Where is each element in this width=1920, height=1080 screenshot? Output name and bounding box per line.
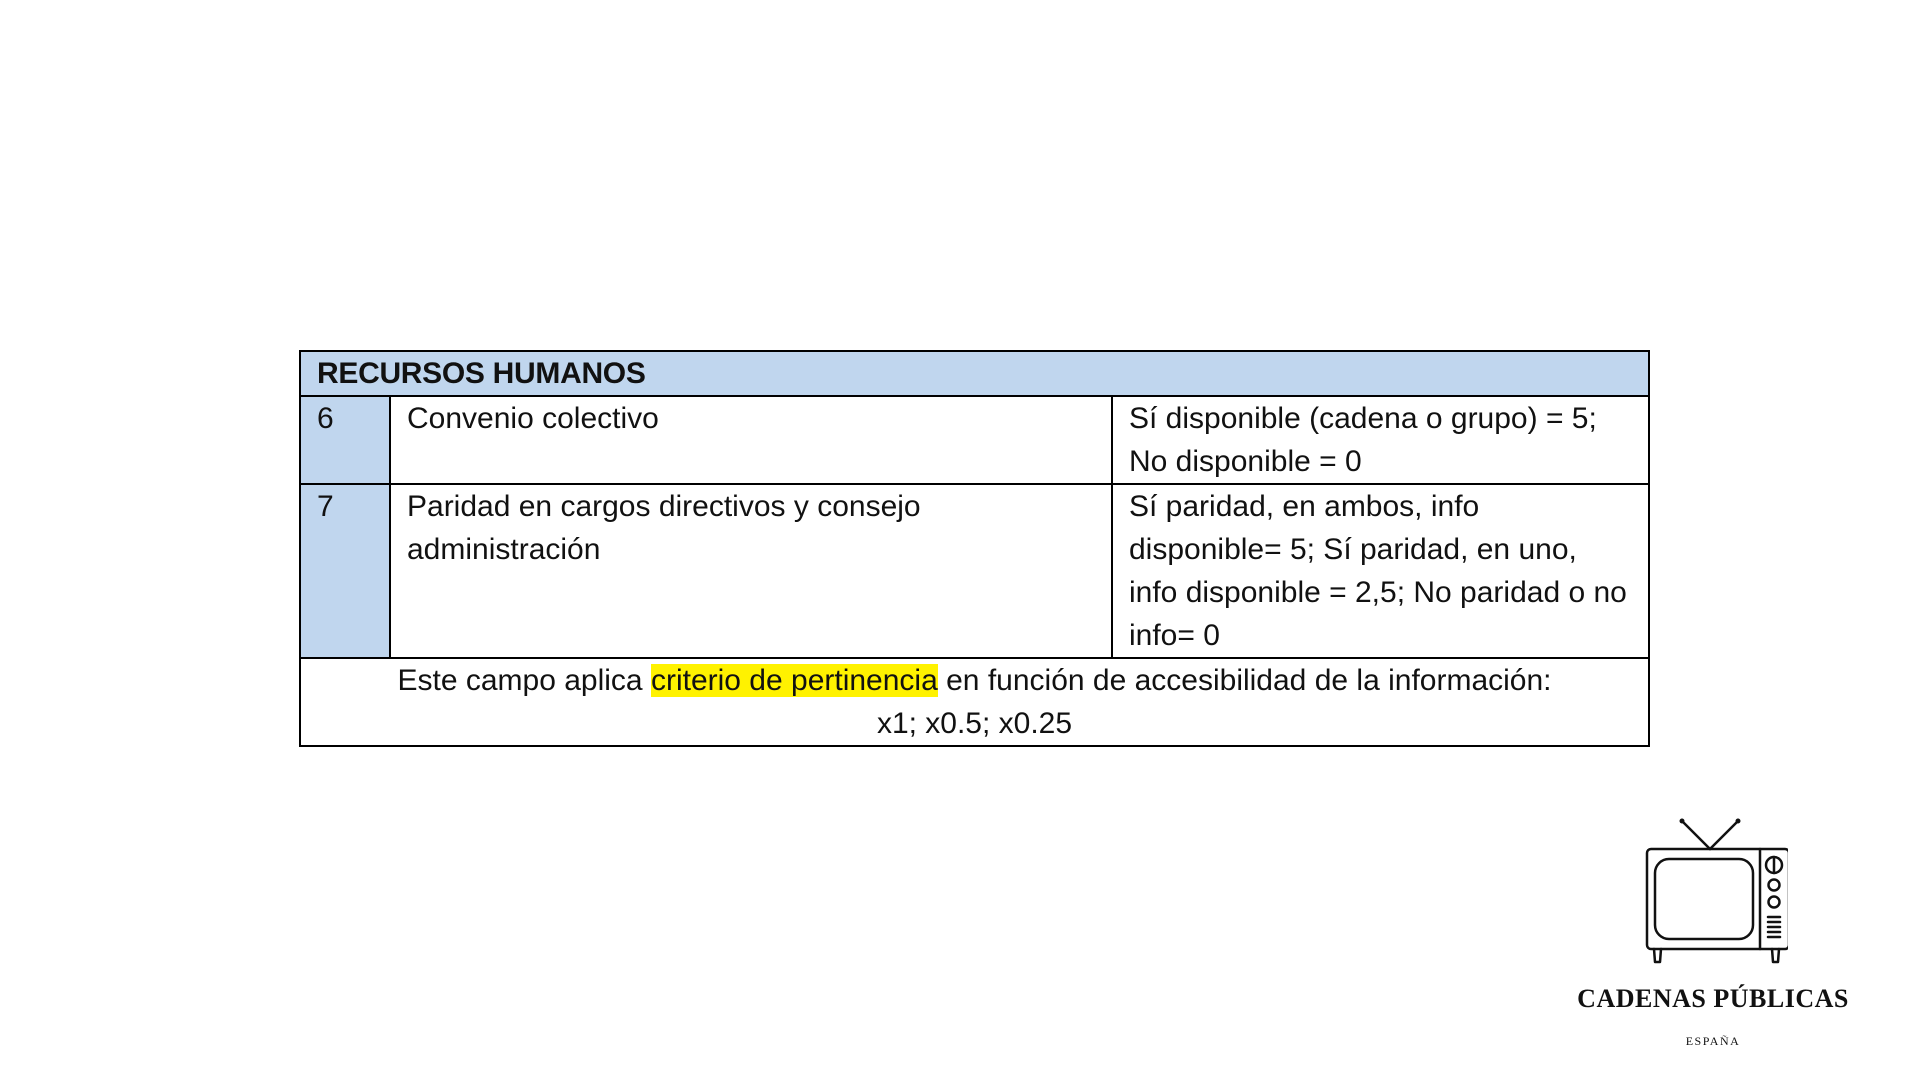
table-row	[300, 484, 1649, 658]
logo-title: CADENAS PÚBLICAS	[1577, 984, 1849, 1013]
footnote-row	[300, 658, 1649, 746]
criterion-name: Paridad en cargos directivos y consejo administración	[390, 484, 1112, 658]
section-title: RECURSOS HUMANOS	[300, 351, 1649, 396]
scoring-rule: Sí disponible (cadena o grupo) = 5; No disponible = 0	[1112, 396, 1649, 484]
brand-logo	[1568, 818, 1858, 1058]
footnote-text-before: Este campo aplica	[397, 664, 651, 697]
row-number: 7	[300, 484, 390, 658]
multipliers: x1; x0.5; x0.25	[876, 707, 1073, 740]
criteria-table	[299, 350, 1650, 747]
footnote-line	[317, 659, 1632, 702]
table-row	[300, 396, 1649, 484]
criterion-name: Convenio colectivo	[390, 396, 1112, 484]
section-header-row	[300, 351, 1649, 396]
scoring-rule: Sí paridad, en ambos, info disponible= 5; Sí paridad, en uno, info disponible = 2,5; No paridad o no info= 0	[1112, 484, 1649, 658]
row-number: 6	[300, 396, 390, 484]
footnote-cell	[300, 658, 1649, 746]
logo-subtitle: ESPAÑA	[1685, 1034, 1741, 1048]
tv-icon	[1638, 818, 1788, 968]
footnote-text-after: en función de accesibilidad de la información:	[937, 664, 1552, 697]
highlighted-term: criterio de pertinencia	[650, 664, 938, 697]
